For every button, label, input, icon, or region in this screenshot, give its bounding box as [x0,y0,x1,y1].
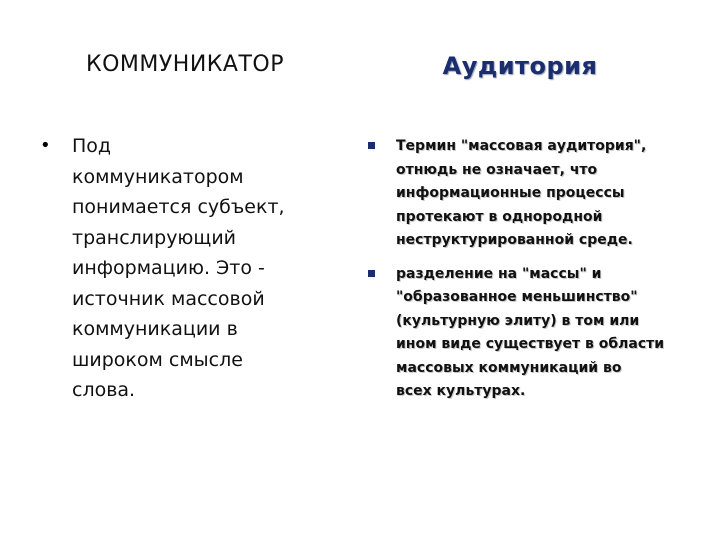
audience-point-2: разделение на "массы" и "образованное меньшинство" (культурную элиту) в том или ином виде существует в области массовых коммуникаций во всех культурах. [396,265,665,399]
audience-point-1: Термин "массовая аудитория", отнюдь не означает, что информационные процессы протекают в однородной неструктурированной среде. [396,138,647,248]
bullet-dot-icon: • [40,135,51,156]
square-bullet-icon [368,142,375,149]
audience-column [362,135,702,414]
audience-heading: Аудитория [442,52,598,80]
square-bullet-icon [368,270,375,277]
communicator-heading: КОММУНИКАТОР [86,52,284,77]
communicator-definition: Под коммуникатором понимается субъект, транслирующий информацию. Это - источник массовой коммуникации в широком смысле слова. [72,135,285,401]
list-item [36,131,326,406]
list-item [362,263,702,404]
list-item [362,135,702,253]
communicator-column [36,131,326,406]
